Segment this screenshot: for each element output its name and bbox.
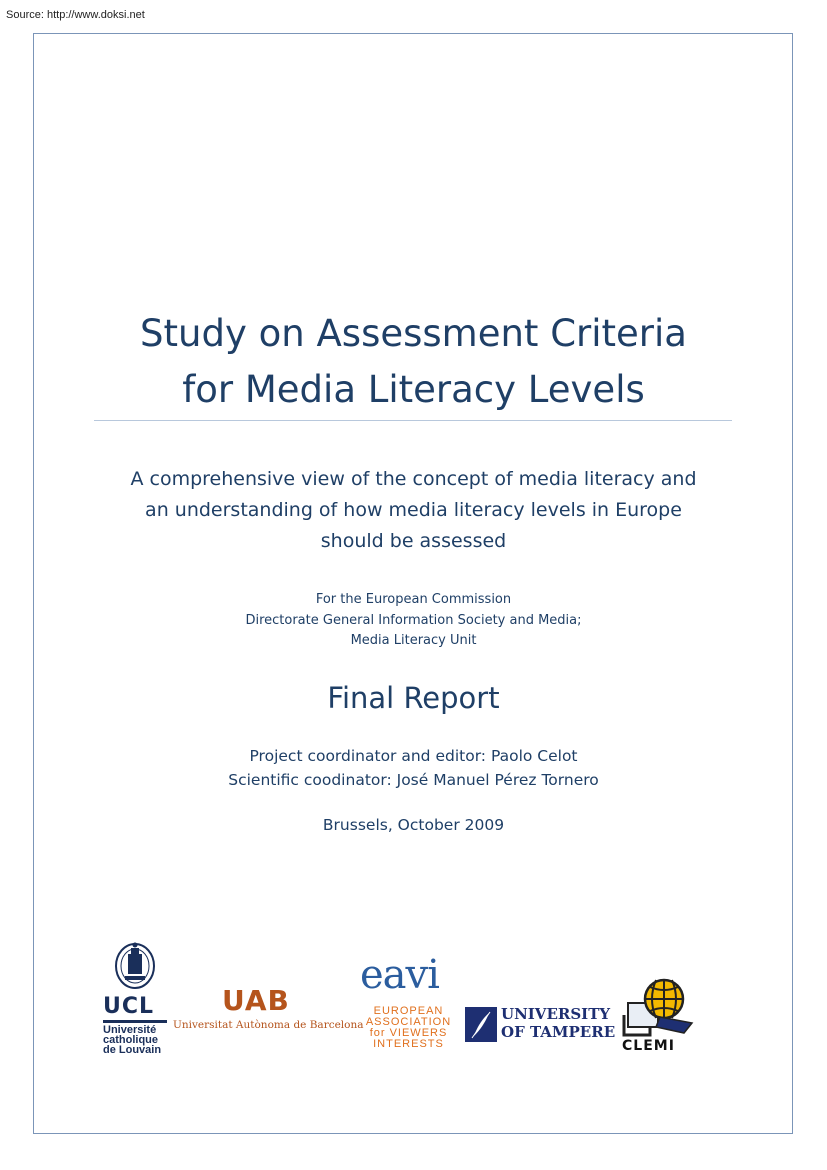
ucl-logo [100, 940, 170, 1058]
tampere-name [501, 1005, 615, 1041]
clemi-logo [620, 975, 698, 1055]
ucl-sub-line-2: catholique [103, 1034, 159, 1046]
tampere-logo [465, 1003, 615, 1043]
title-divider [94, 420, 732, 421]
ucl-sub-line-3: de Louvain [103, 1044, 162, 1056]
commission-line-2: Directorate General Information Society and Media; [245, 612, 582, 628]
uab-subtitle: Universitat Autònoma de Barcelona [173, 1019, 364, 1031]
coordinator-line-2: Scientific coodinator: José Manuel Pérez Tornero [228, 771, 599, 789]
document-subtitle [90, 464, 737, 557]
commission-line-3: Media Literacy Unit [350, 633, 477, 648]
subtitle-line-1: A comprehensive view of the concept of media literacy and [130, 468, 697, 490]
eavi-sub-line-2: ASSOCIATION [365, 1016, 452, 1028]
eavi-sub-line-1: EUROPEAN [373, 1005, 444, 1017]
clemi-globe-icon [620, 975, 698, 1037]
title-line-2: for Media Literacy Levels [182, 368, 645, 411]
clemi-name: CLEMI [622, 1038, 675, 1054]
coordinator-line-1: Project coordinator and editor: Paolo Celot [249, 747, 578, 765]
subtitle-line-2: an understanding of how media literacy levels in Europe [145, 499, 682, 521]
tampere-line-1: UNIVERSITY [501, 1005, 611, 1023]
place-date: Brussels, October 2009 [322, 816, 505, 834]
eavi-name: eavi [360, 952, 439, 998]
coordinators [0, 744, 827, 792]
ucl-seal-icon [113, 940, 157, 990]
commission-info [0, 590, 827, 652]
ucl-sub-line-1: Université [103, 1024, 157, 1036]
ucl-bar [103, 1020, 167, 1023]
eavi-logo [360, 952, 460, 1054]
eavi-subtitle [360, 1006, 457, 1050]
document-title [0, 306, 827, 418]
uab-name: UAB [222, 984, 290, 1017]
ucl-subtitle [103, 1025, 161, 1055]
eavi-sub-line-4: INTERESTS [373, 1038, 444, 1050]
title-line-1: Study on Assessment Criteria [140, 312, 687, 355]
subtitle-line-3: should be assessed [320, 530, 507, 552]
commission-line-1: For the European Commission [315, 592, 512, 607]
eavi-sub-line-3: for VIEWERS [369, 1027, 448, 1039]
uab-logo [173, 984, 364, 1034]
report-type: Final Report [327, 681, 500, 715]
tampere-emblem-icon [465, 1007, 497, 1042]
source-note: Source: http://www.doksi.net [6, 9, 145, 21]
ucl-name: UCL [103, 994, 155, 1019]
tampere-line-2: OF TAMPERE [501, 1023, 616, 1041]
